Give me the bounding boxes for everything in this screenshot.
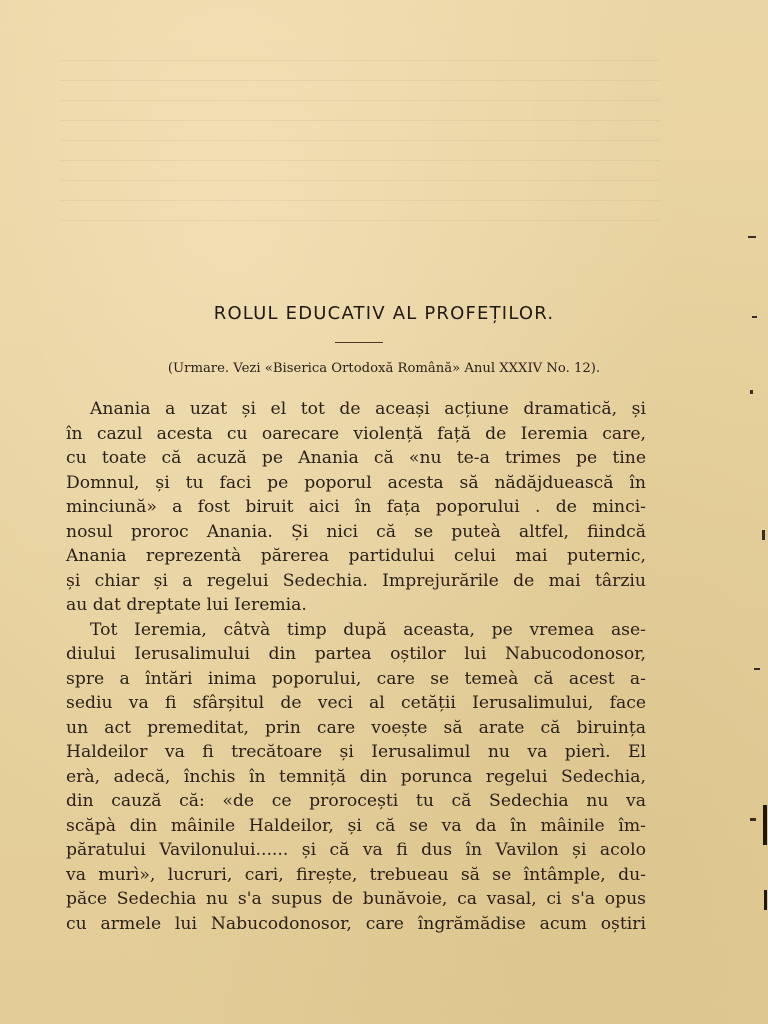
title-divider — [335, 342, 383, 343]
text-line: și chiar și a regelui Sedechia. Imprejurările de mai târziu — [66, 570, 646, 591]
text-line: păce Sedechia nu s'a supus de bunăvoie, ca vasal, ci s'a opus — [66, 889, 646, 909]
text-line: scăpà din mâinile Haldeilor, și că se va da în mâinile îm- — [66, 815, 646, 836]
text-line: nosul proroc Anania. Și nici că se puteà altfel, fiindcă — [66, 521, 646, 542]
text-line: sediu va fi sfârșitul de veci al cetății Ierusalimului, face — [66, 693, 646, 713]
text-line: minciună» a fost biruit aici în fața poporului . de minci- — [66, 497, 646, 517]
margin-mark — [748, 236, 756, 238]
text-line: Anania reprezentà părerea partidului celui mai puternic, — [66, 546, 646, 566]
text-line: păratului Vavilonului...... și că va fi dus în Vavilon și acolo — [66, 840, 646, 860]
text-line: în cazul acesta cu oarecare violență față de Ieremia care, — [66, 423, 646, 444]
show-through-text — [60, 60, 660, 240]
text-line: Anania a uzat și el tot de aceași acțiune dramatică, și — [90, 399, 646, 419]
subtitle: (Urmare. Vezi «Biserica Ortodoxă Română» Anul XXXIV No. 12). — [167, 361, 601, 376]
text-line: au dat dreptate lui Ieremia. — [66, 595, 307, 615]
body-text — [66, 397, 646, 936]
text-line: din cauză că: «de ce prorocești tu că Sedechia nu va — [66, 791, 646, 811]
text-line: va murì», lucruri, cari, firește, trebueau să se întâmple, du- — [66, 864, 646, 885]
margin-mark — [764, 890, 767, 910]
text-line: Haldeilor va fi trecătoare și Ierusalimul nu va pierì. El — [66, 742, 646, 762]
text-line: erà, adecă, închis în temniță din porunca regelui Sedechia, — [66, 766, 646, 787]
margin-mark — [754, 668, 760, 670]
page-title: ROLUL EDUCATIV AL PROFEȚILOR. — [213, 303, 555, 324]
margin-mark — [763, 805, 767, 845]
margin-mark — [750, 390, 753, 394]
paragraph-1 — [66, 397, 646, 618]
text-line: cu toate că acuză pe Anania că «nu te-a trimes pe tine — [66, 448, 646, 468]
paragraph-2 — [66, 618, 646, 937]
margin-mark — [752, 316, 757, 318]
text-line: un act premeditat, prin care voește să arate că biruința — [66, 717, 646, 738]
text-line: spre a întări inima poporului, care se temeà că acest a- — [66, 668, 646, 689]
text-line: cu armele lui Nabucodonosor, care îngrămădise acum oștiri — [66, 913, 646, 934]
text-line: diului Ierusalimului din partea oștilor lui Nabucodonosor, — [66, 644, 646, 664]
margin-mark — [750, 818, 756, 821]
text-line: Tot Ieremia, câtvà timp după aceasta, pe vremea ase- — [90, 619, 646, 640]
margin-mark — [762, 530, 765, 540]
text-line: Domnul, și tu faci pe poporul acesta să nădăjduească în — [66, 472, 646, 493]
